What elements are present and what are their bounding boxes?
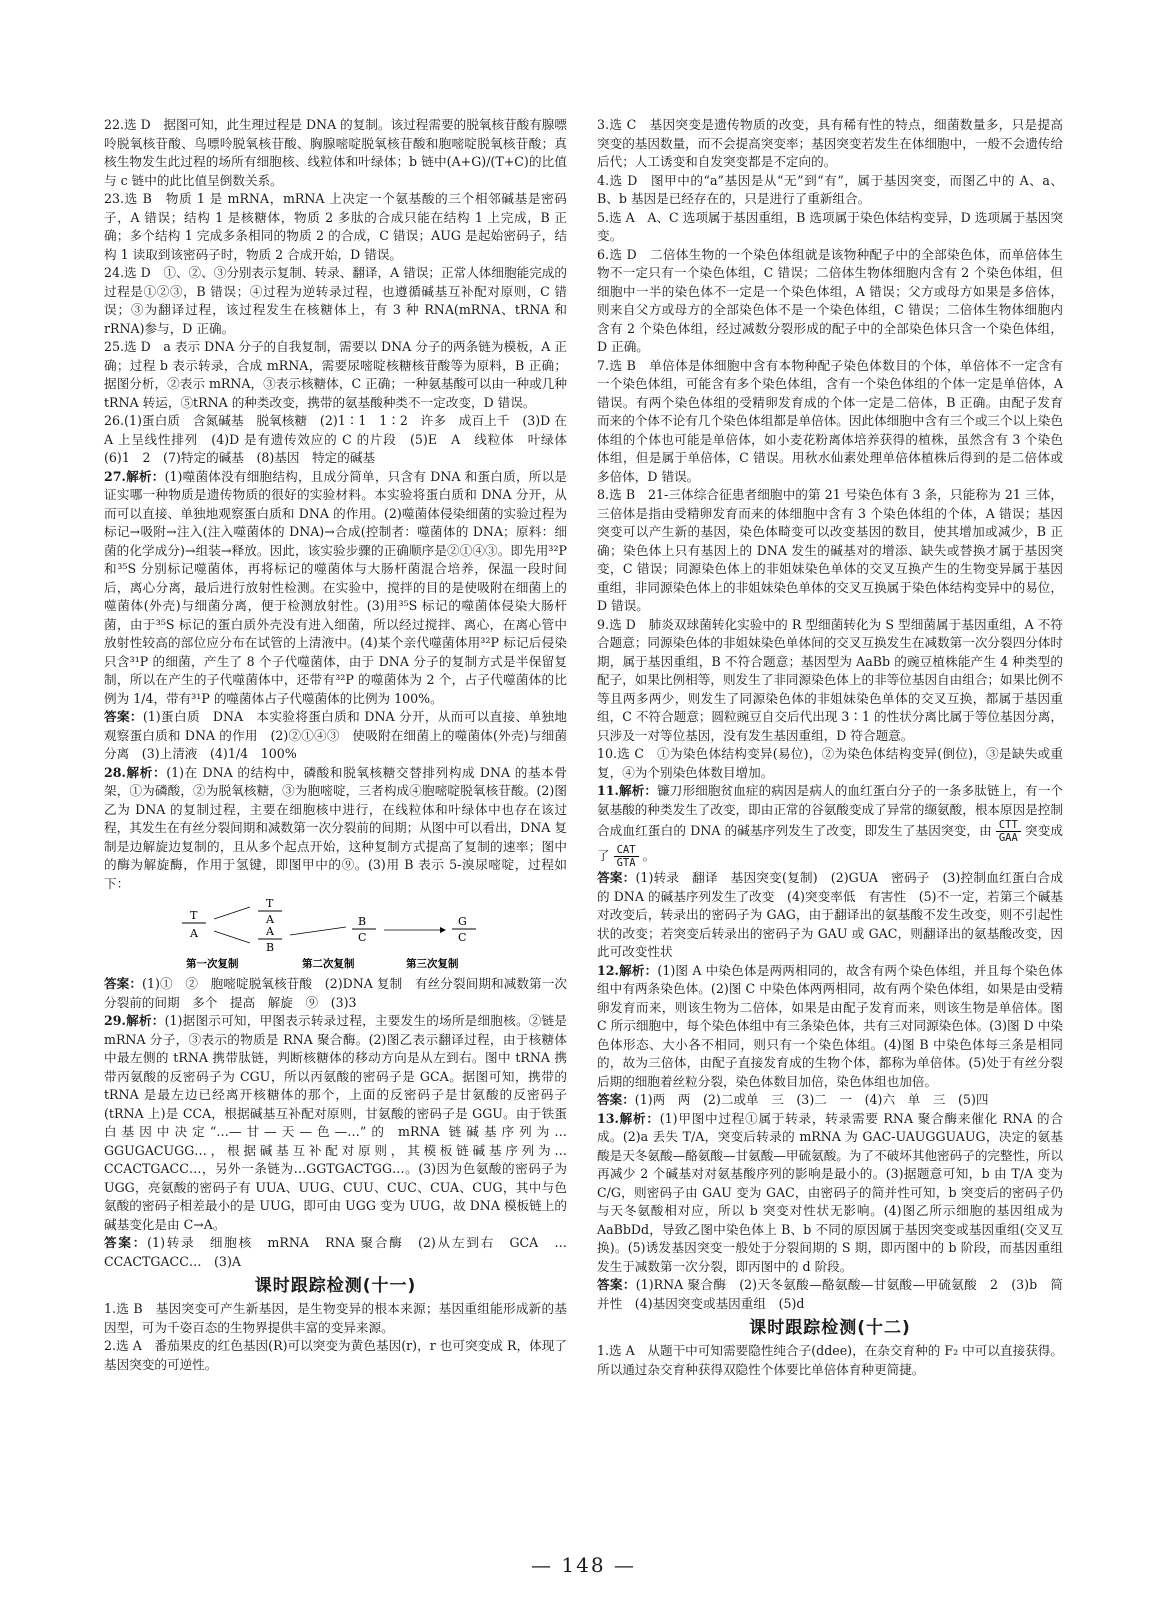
answer-label: 答案： [104, 976, 143, 991]
answer-item-6: 6.选 D 二倍体生物的一个染色体组就是该物种配子中的全部染色体，而单倍体生物不一定只有一个染色体组，C 错误；二倍体生物体细胞内含有 2 个染色体组，但细胞中一半的染色体不一定是一个染色体组，A 错误；父方或母方如果是多倍体，则来自父方或母方的全部染色体不是一个染色体组，C 错误；二倍体生物体细胞内含有 2 个染色体组，经过减数分裂形成的配子中的全部染色体只含一个染色体组，D 正确。 [597, 246, 1063, 354]
answer-text: (1)两 两 (2)二或单 三 (3)二 一 (4)六 单 三 (5)四 [634, 1092, 989, 1107]
answer-label: 答案： [104, 1235, 148, 1250]
diagram-label-t1: T [190, 909, 198, 922]
answer-block-12 [597, 1091, 1063, 1110]
answer-label: 答案： [597, 1092, 635, 1107]
analysis-text: (1)在 DNA 的结构中，磷酸和脱氧核糖交替排列构成 DNA 的基本骨架，①为磷酸，②为脱氧核糖，③为胞嘧啶，三者构成④胞嘧啶脱氧核苷酸。(2)图乙为 DNA 的复制过程，主要在细胞核中进行，在线粒体和叶绿体中也存在该过程，其发生在有丝分裂间期和减数第一次分裂前的间期；从图中可以看出，DNA 复制是边解旋边复制的，且从多个起点开始，这种复制方式提高了复制的速率；图中的酶为解旋酶，作用于氢键，即图甲中的⑨。(3)用 B 表示 5-溴尿嘧啶，过程如下： [104, 764, 567, 891]
section-title-12: 课时跟踪检测(十二) [749, 1318, 911, 1338]
answer-block-27 [104, 708, 567, 764]
fraction-top: CAT [614, 844, 639, 857]
diagram-caption-3: 第三次复制 [406, 958, 459, 970]
diagram-caption-2: 第二次复制 [302, 958, 355, 970]
analysis-label: 28.解析： [104, 764, 167, 780]
page-number: — 148 — [531, 1553, 636, 1577]
answer-item-9: 9.选 D 肺炎双球菌转化实验中的 R 型细菌转化为 S 型细菌属于基因重组，A 不符合题意；同源染色体的非姐妹染色单体间的交叉互换发生在减数第一次分裂四分体时期，属于基因重组，B 不符合题意；基因型为 AaBb 的豌豆植株能产生 4 种类型的配子，如果比例相等，则发生了非同源染色体上的非等位基因自由组合；如果比例不等且两多两少，则发生了同源染色体的非姐妹染色单体的交叉互换，都属于基因重组，C 不符合题意；圆粒豌豆自交后代出现 3∶1 的性状分离比属于等位基因分离，只涉及一对等位基因，没有发生基因重组，D 符合题意。 [597, 616, 1063, 743]
diagram-label-a3: A [266, 925, 274, 938]
answer-item-22: 22.选 D 据图可知，此生理过程是 DNA 的复制。该过程需要的脱氧核苷酸有腺嘌呤脱氧核苷酸、鸟嘌呤脱氧核苷酸、胸腺嘧啶脱氧核苷酸和胞嘧啶脱氧核苷酸；真核生物发生此过程的场所有细胞核、线粒体和叶绿体；b 链中(A+G)/(T+C)的比值与 c 链中的此比值呈倒数关系。 [104, 117, 567, 188]
answer-item-4: 4.选 D 图甲中的“a”基因是从“无”到“有”，属于基因突变，而图乙中的 A、a、B、b 基因是已经存在的，只是进行了重新组合。 [597, 172, 1063, 206]
answer-item-5: 5.选 A A、C 选项属于基因重组，B 选项属于染色体结构变异，D 选项属于基因突变。 [597, 209, 1063, 243]
answer-label: 答案： [597, 870, 636, 885]
answer-item-25: 25.选 D a 表示 DNA 分子的自我复制，需要以 DNA 分子的两条链为模板，A 正确；过程 b 表示转录，合成 mRNA，需要尿嘧啶核糖核苷酸等为原料，B 正确；据图分析，②表示 mRNA，③表示核糖体，C 正确；一种氨基酸可以由一种或几种 tRNA 转运，⑤tRNA 的种类改变，携带的氨基酸种类不一定改变，D 错误。 [104, 339, 567, 410]
diagram-arrow [290, 927, 346, 935]
diagram-label-a1: A [190, 927, 198, 940]
answer-block-13 [597, 1276, 1063, 1313]
answer-item-11: 11.解析：镰刀形细胞贫血症的病因是病人的血红蛋白分子的一条多肽链上，有一个氨基酸的种类发生了改变，即由正常的谷氨酸变成了异常的缬氨酸，根本原因是控制合成血红蛋白的 DNA 的碱基序列发生了改变，即发生了基因突变，由 $\frac{\text{CTT}}{\text{GAA}}$ 突变成了 $\frac{\text{CAT}}{\text{GTA}}$ 。 [597, 783, 1064, 869]
answer-item-24: 24.选 D ①、②、③分别表示复制、转录、翻译，A 错误；正常人体细胞能完成的过程是①②③，B 错误；④过程为逆转录过程，也遵循碱基互补配对原则，C 错误；③为翻译过程，该过程发生在核糖体上，有 3 种 RNA(mRNA、tRNA 和 rRNA)参与，D 正确。 [104, 265, 567, 336]
answer-item-3: 3.选 C 基因突变是遗传物质的改变，具有稀有性的特点，细菌数量多，只是提高突变的基因数量，而不会提高突变率；基因突变若发生在体细胞中，一般不会遗传给后代；人工诱变和自发突变都是不定向的。 [597, 117, 1063, 169]
diagram-label-b1: B [266, 941, 275, 954]
analysis-text: (1)图 A 中染色体是两两相同的，故含有两个染色体组，并且每个染色体组中有两条染色体。(2)图 C 中染色体两两相同，故有两个染色体组，如果是由受精卵发育而来，则该生物为二倍体，如果是由配子发育而来，则该生物是单倍体。图 C 所示细胞中，每个染色体组中有三条染色体，共有三对同源染色体。(3)图 D 中染色体形态、大小各不相同，则只有一个染色体组。(4)图 B 中染色体每三条是相同的，故为三倍体，由配子直接发育成的生物个体，都称为单倍体。(5)处于有丝分裂后期的细胞着丝粒分裂，染色体数目加倍，染色体组也加倍。 [597, 962, 1063, 1089]
answer-block-29 [104, 1234, 567, 1271]
answer-label: 答案： [597, 1277, 636, 1292]
analysis-text: (1)噬菌体没有细胞结构，且成分简单，只含有 DNA 和蛋白质，所以是证实哪一种物质是遗传物质的很好的实验材料。本实验将蛋白质和 DNA 分开，从而可以直接、单独地观察蛋白质和 DNA 的作用。(2)噬菌体侵染细菌的实验过程为标记→吸附→注入(注入噬菌体的 DNA)→合成(控制者：噬菌体的 DNA；原料：细菌的化学成分)→组装→释放。因此，该实验步骤的正确顺序是②①④③。即先用³²P 和³⁵S 分别标记噬菌体，再将标记的噬菌体与大肠杆菌混合培养，保温一段时间后，离心分离，最后进行放射性检测。在实验中，搅拌的目的是使吸附在细菌上的噬菌体(外壳)与细菌分离，便于检测放射性。(3)用³⁵S 标记的噬菌体侵染大肠杆菌，由于³⁵S 标记的蛋白质外壳没有进入细菌，所以经过搅拌、离心，在离心管中放射性较高的部位应分布在试管的上清液中。(4)某个亲代噬菌体用³²P 标记后侵染只含³¹P 的细菌，产生了 8 个子代噬菌体，由于 DNA 分子的复制方式是半保留复制，所以在产生的子代噬菌体中，还带有³²P 的噬菌体为 2 个，占子代噬菌体的比例为 1/4，带有³¹P 的噬菌体占子代噬菌体的比例为 100%。 [104, 468, 567, 706]
answer-text: (1)转录 细胞核 mRNA RNA 聚合酶 (2)从左到右 GCA …CCACTGACC… (3)A [104, 1235, 568, 1269]
replication-diagram-svg [174, 897, 514, 973]
answer-block-28 [104, 975, 567, 1012]
answer-item-13 [597, 1110, 1063, 1277]
diagram-arrow [214, 931, 250, 943]
right-column [597, 116, 1063, 1379]
codon-fraction-1 [996, 819, 1021, 844]
analysis-label: 12.解析： [597, 962, 658, 978]
answer-item-12 [597, 962, 1063, 1092]
answer-item-s12-1: 1.选 A 从题干中可知需要隐性纯合子(ddee)，在杂交育种的 F₂ 中可以直接获得。所以通过杂交育种获得双隐性个体要比单倍体育种更简捷。 [597, 1343, 1063, 1377]
answer-item-26: 26.(1)蛋白质 含氮碱基 脱氧核糖 (2)1∶1 1∶2 许多 成百上千 (3)D 在 A 上呈线性排列 (4)D 是有遗传效应的 C 的片段 (5)E A 线粒体 叶绿体 (6)1 2 (7)特定的碱基 (8)基因 特定的碱基 [104, 413, 580, 465]
diagram-arrow [214, 907, 250, 919]
analysis-text: (1)据图示可知，甲图表示转录过程，主要发生的场所是细胞核。②链是 mRNA 分子，③表示的物质是 RNA 聚合酶。(2)图乙表示翻译过程，由于核糖体中最左侧的 tRNA 携带肽链，判断核糖体的移动方向是从左到右。图中 tRNA 携带丙氨酸的反密码子为 CGU，所以丙氨酸的密码子是 GCA。据图可知，携带的 tRNA 是最左边已经离开核糖体的那个，上面的反密码子是甘氨酸的反密码子(tRNA 上)是 CCA，根据碱基互补配对原则，甘氨酸的密码子是 GGU。由于铁蛋白基因中决定“…—甘—天—色—…”的 mRNA 链碱基序列为…GGUGACUGG…，根据碱基互补配对原则，其模板链碱基序列为…CCACTGACC…，另外一条链为…GGTGACTGG…。(3)因为色氨酸的密码子为 UGG，亮氨酸的密码子有 UUA、UUG、CUU、CUC、CUA、CUG，其中与色氨酸的密码子相差最小的是 UUG，即可由 UGG 变为 UUG，故 DNA 模板链上的碱基变化是由 C→A。 [104, 1013, 567, 1232]
diagram-label-c2: C [458, 931, 467, 944]
analysis-text: (1)甲图中过程①属于转录，转录需要 RNA 聚合酶来催化 RNA 的合成。(2)a 丢失 T/A，突变后转录的 mRNA 为 GAC-UAUGGUAUG，决定的氨基酸是天冬氨酸—酪氨酸—甘氨酸—甲硫氨酸。为了不破坏其他密码子的完整性，所以再减少 2 个碱基对对氨基酸序列的影响是最小的。(3)据题意可知，b 由 T/A 变为 C/G，则密码子由 GAU 变为 GAC，由密码子的简并性可知，b 突变后的密码子仍与天冬氨酸相对应，所以 b 突变对性状无影响。(4)图乙所示细胞的基因组成为 AaBbDd，导致乙图中染色体上 B、b 不同的原因属于基因突变或基因重组(交叉互换)。(5)诱发基因突变一般处于分裂间期的 S 期，即丙图中的 b 阶段，而基因重组发生于减数第一次分裂，即丙图中的 d 阶段。 [597, 1110, 1064, 1274]
diagram-caption-1: 第一次复制 [186, 958, 239, 970]
fraction-bottom: GTA [616, 857, 636, 869]
fraction-bottom: GAA [998, 832, 1018, 844]
diagram-label-b2: B [358, 915, 367, 928]
answer-text: (1)蛋白质 DNA 本实验将蛋白质和 DNA 分开，从而可以直接、单独地观察蛋白质和 DNA 的作用 (2)②①④③ 使吸附在细菌上的噬菌体(外壳)与细菌分离 (3)上清液 (4)1/4 100% [104, 709, 567, 761]
diagram-arrowhead [440, 927, 446, 933]
left-column [104, 116, 580, 1374]
diagram-label-g: G [458, 915, 467, 928]
answer-block-11 [597, 869, 1063, 962]
answer-text: (1)RNA 聚合酶 (2)天冬氨酸—酪氨酸—甘氨酸—甲硫氨酸 2 (3)b 简并性 (4)基因突变或基因重组 (5)d [597, 1277, 1063, 1311]
analysis-label: 29.解析： [104, 1013, 165, 1028]
codon-fraction-2 [614, 844, 639, 869]
answer-text: (1)转录 翻译 基因突变(复制) (2)GUA 密码子 (3)控制血红蛋白合成的 DNA 的碱基序列发生了改变 (4)突变率低 有害性 (5)不一定，若第三个碱基对改变后，转录出的密码子为 GAG，由于翻译出的氨基酸不发生改变，则不引起性状的改变；若突变后转录出的密码子为 GAU 或 GAC，则翻译出的氨基酸改变，因此可改变性状 [597, 870, 1063, 959]
section-title-11: 课时跟踪检测(十一) [254, 1276, 417, 1296]
answer-text: (1)① ② 胞嘧啶脱氧核苷酸 (2)DNA 复制 有丝分裂间期和减数第一次分裂前的间期 多个 提高 解旋 ⑨ (3)3 [104, 976, 568, 1010]
answer-item-s11-2: 2.选 A 番茄果皮的红色基因(R)可以突变为黄色基因(r)，r 也可突变成 R，体现了基因突变的可逆性。 [104, 1338, 567, 1372]
answer-item-28 [104, 764, 567, 894]
analysis-text: 镰刀形细胞贫血症的病因是病人的血红蛋白分子的一条多肽链上，有一个氨基酸的种类发生了改变，即由正常的谷氨酸变成了异常的缬氨酸，根本原因是控制合成血红蛋白的 DNA 的碱基序列发生了改变，即发生了基因突变，由 [597, 783, 1063, 838]
diagram-label-c1: C [358, 931, 367, 944]
diagram-label-a2: A [266, 913, 274, 926]
fraction-top: CTT [996, 819, 1021, 832]
analysis-label: 27.解析： [104, 468, 165, 484]
analysis-text-cont: 突变成了 [597, 823, 1064, 863]
replication-diagram [104, 897, 567, 973]
analysis-label: 11.解析： [597, 783, 658, 798]
answer-item-10: 10.选 C ①为染色体结构变异(易位)，②为染色体结构变异(倒位)，③是缺失或重复，④为个别染色体数目增加。 [597, 746, 1063, 780]
answer-item-23: 23.选 B 物质 1 是 mRNA，mRNA 上决定一个氨基酸的三个相邻碱基是密码子，A 错误；结构 1 是核糖体，物质 2 多肽的合成只能在结构 1 上完成，B 正确；多个结构 1 完成多条相同的物质 2 的合成，C 错误；AUG 是起始密码子，结构 1 读取到该密码子时，物质 2 合成开始，D 错误。 [104, 191, 567, 262]
answer-item-7: 7.选 B 单倍体是体细胞中含有本物种配子染色体数目的个体，单倍体不一定含有一个染色体组，可能含有多个染色体组，含有一个染色体组的个体一定是单倍体，A 错误。有两个染色体组的受精卵发育成的个体一定是二倍体，B 正确。由配子发育而来的个体不论有几个染色体组都是单倍体。因此体细胞中含有三个或三个以上染色体组的个体也可能是单倍体，如小麦花粉离体培养获得的植株，虽然含有 3 个染色体组，但是属于单倍体，C 错误。用秋水仙素处理单倍体植株后得到的是二倍体或多倍体，D 错误。 [597, 357, 1063, 484]
answer-label: 答案： [104, 709, 143, 724]
answer-item-s11-1: 1.选 B 基因突变可产生新基因，是生物变异的根本来源；基因重组能形成新的基因型，可为千姿百态的生物界提供丰富的变异来源。 [104, 1301, 567, 1335]
answer-item-29 [104, 1012, 567, 1234]
answer-item-27 [104, 468, 567, 709]
answer-item-8: 8.选 B 21-三体综合征患者细胞中的第 21 号染色体有 3 条，只能称为 21 三体，三倍体是指由受精卵发育而来的体细胞中含有 3 个染色体组的个体，A 错误；基因突变可以产生新的基因，染色体畸变可以改变基因的数目，使其增加或减少，B 正确；染色体上只有基因上的 DNA 发生的碱基对的增添、缺失或替换才属于基因突变，C 错误；同源染色体上的非姐妹染色单体的交叉互换产生的生物变异属于基因重组，非同源染色体上的非姐妹染色单体的交叉互换属于染色体结构变异中的易位，D 错误。 [597, 487, 1063, 613]
diagram-label-t2: T [266, 897, 274, 910]
analysis-label: 13.解析： [597, 1110, 660, 1126]
